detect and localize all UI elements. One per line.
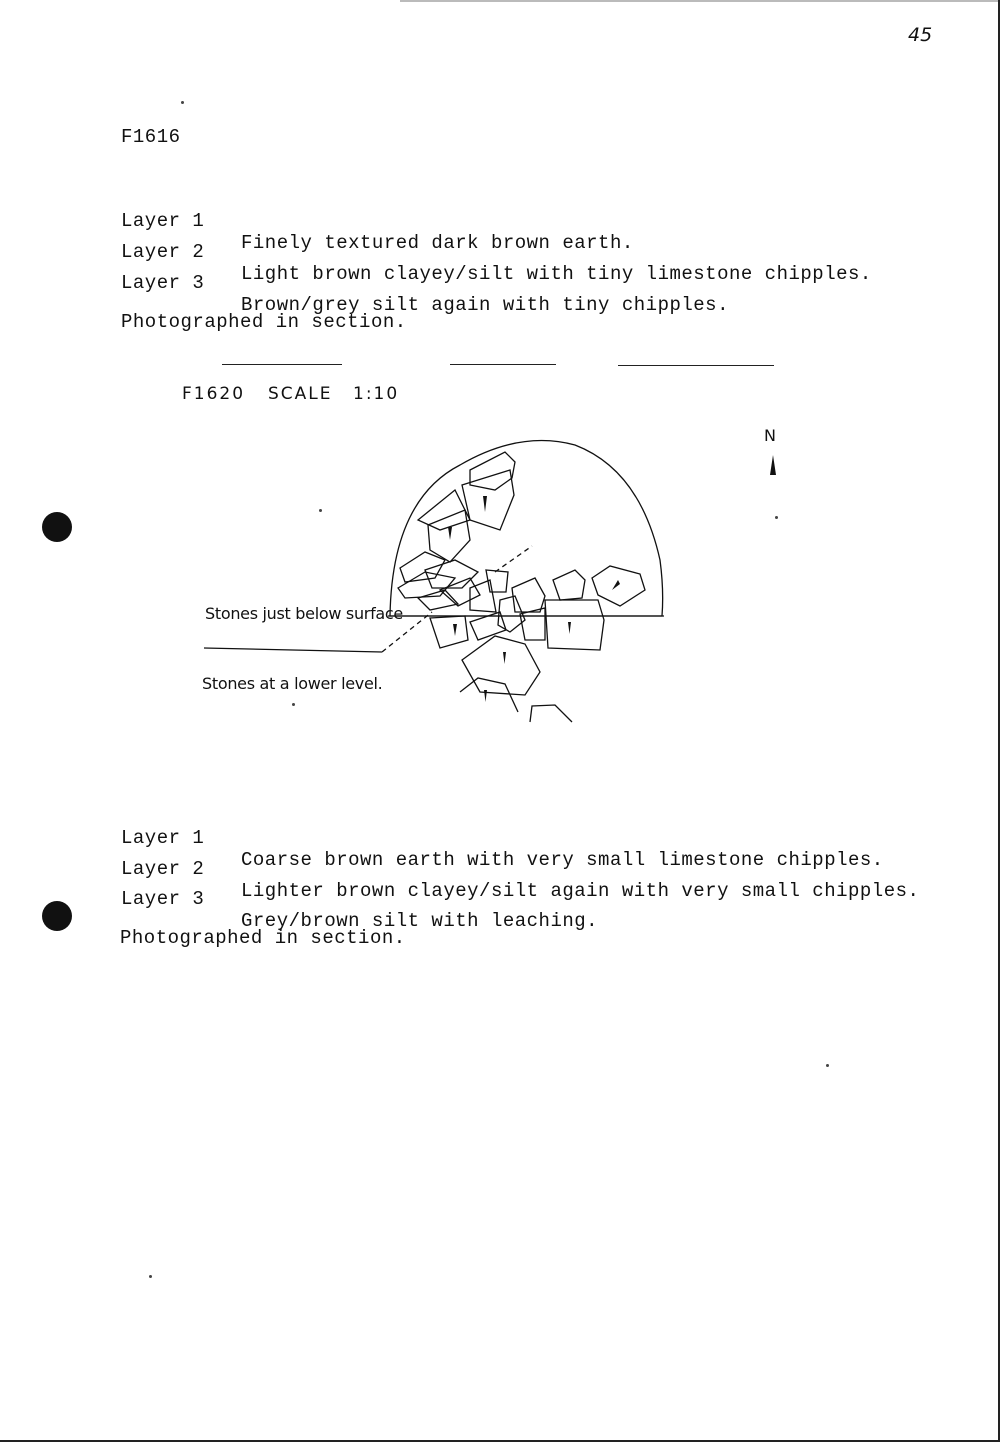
scan-speck <box>181 101 184 104</box>
scale-label: SCALE <box>268 384 333 404</box>
north-label: N <box>764 426 776 445</box>
stone <box>520 608 545 640</box>
layer-label: Layer 1 <box>121 827 205 849</box>
legend-line-upper <box>204 648 382 652</box>
layer-label: Layer 3 <box>121 272 205 294</box>
feature-id-f1616: F1616 <box>121 126 181 148</box>
figure-id: F1620 <box>182 384 246 404</box>
stone-mark <box>503 652 506 664</box>
stone <box>462 636 540 695</box>
layer-description: Light brown clayey/silt with tiny limestone chipples. <box>241 263 872 285</box>
stone <box>553 570 585 600</box>
stone <box>398 572 455 598</box>
layer-description: Coarse brown earth with very small limestone chipples. <box>241 849 884 871</box>
layer-label: Layer 2 <box>121 858 205 880</box>
stone-mark <box>483 496 487 512</box>
layer-description: Lighter brown clayey/silt again with very small chipples. <box>241 880 920 902</box>
scan-speck <box>149 1275 152 1278</box>
page-number: 45 <box>908 24 933 46</box>
legend-lower-label: Stones at a lower level. <box>202 674 383 693</box>
pit-outline <box>390 441 663 617</box>
layer-label: Layer 2 <box>121 241 205 263</box>
scan-speck <box>775 516 778 519</box>
stone-mark <box>453 624 457 636</box>
scan-speck <box>319 509 322 512</box>
layer-label: Layer 3 <box>121 888 205 910</box>
layer-label: Layer 1 <box>121 210 205 232</box>
stone-mark <box>448 527 452 540</box>
stone <box>592 566 645 606</box>
layer-description: Grey/brown silt with leaching. <box>241 910 599 932</box>
photo-note: Photographed in section. <box>121 311 407 333</box>
stone <box>460 678 518 712</box>
stone <box>530 705 572 722</box>
stone <box>418 490 470 530</box>
stone-mark <box>484 690 487 702</box>
scan-speck <box>292 703 295 706</box>
stone <box>428 510 470 562</box>
layer-description: Brown/grey silt again with tiny chipples. <box>241 294 729 316</box>
layer-description: Finely textured dark brown earth. <box>241 232 634 254</box>
photo-note: Photographed in section. <box>120 927 406 949</box>
scan-speck <box>826 1064 829 1067</box>
leader-line <box>495 546 532 572</box>
stone <box>400 552 445 582</box>
legend-upper-label: Stones just below surface <box>205 604 403 623</box>
stone <box>545 600 604 650</box>
stone <box>430 616 468 648</box>
stone <box>512 578 545 612</box>
stone-mark <box>568 622 571 634</box>
stone <box>486 570 508 592</box>
stone-mark <box>612 580 620 590</box>
scale-value: 1:10 <box>353 384 400 404</box>
